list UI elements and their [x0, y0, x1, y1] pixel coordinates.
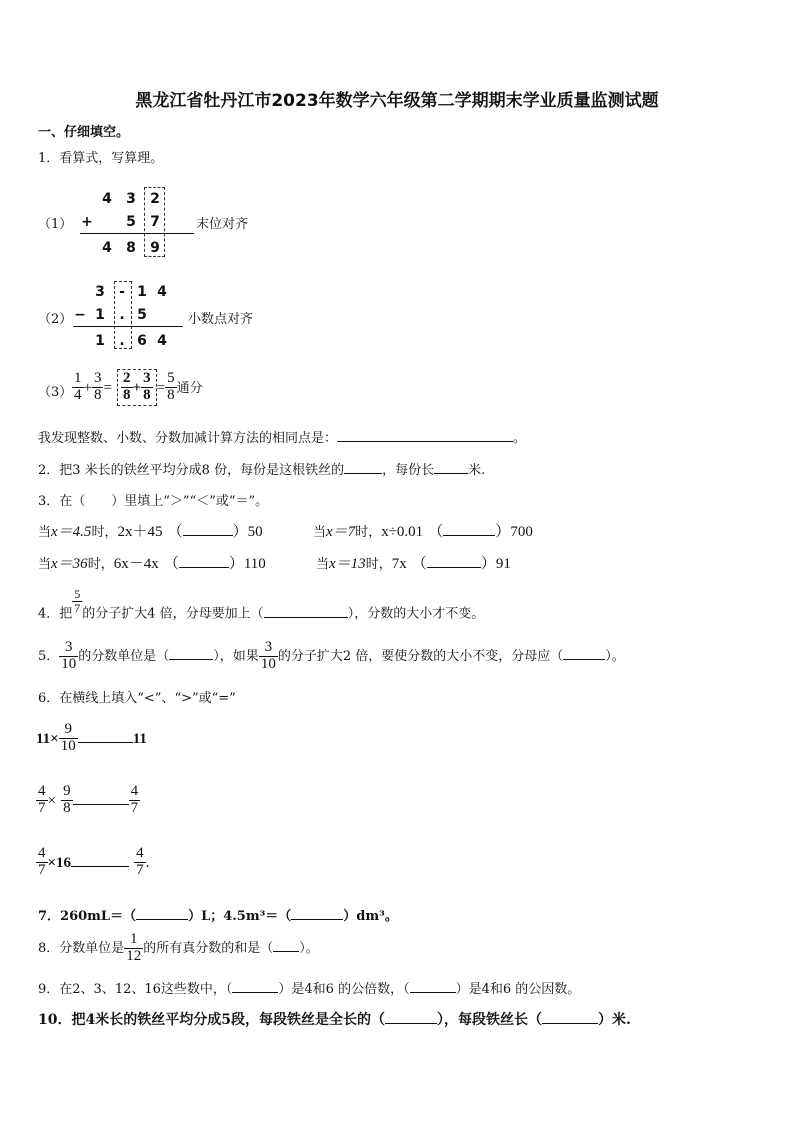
digit: 8 — [126, 240, 136, 256]
fraction: $\frac{2}{8}$ — [123, 370, 131, 403]
q5: 5． $\frac{3}{10}$ 的分数单位是（ ），如果 $\frac{3}{10}$ 的分子扩大2 倍，要使分数的大小不变，分母应（ ）。 — [38, 639, 625, 672]
q8: 8．分数单位是 $\frac{1}{12}$ 的所有真分数的和是（ ）。 — [38, 931, 319, 964]
answer-blank[interactable] — [563, 647, 605, 660]
q3-row1-right: 当x＝7时，x÷0.01 （ ）700 — [313, 524, 533, 540]
answer-blank[interactable] — [183, 523, 233, 536]
minus-sign: − — [74, 307, 86, 323]
dash-mark: - — [119, 284, 125, 300]
answer-blank[interactable] — [291, 907, 343, 920]
answer-blank[interactable] — [443, 523, 495, 536]
digit: 3 — [126, 191, 136, 207]
answer-blank[interactable] — [264, 605, 348, 618]
q1-p1-note: 末位对齐 — [196, 217, 249, 232]
page-title: 黑龙江省牡丹江市2023年数学六年级第二学期期末学业质量监测试题 — [135, 91, 659, 111]
q1-p1-label: （1） — [38, 217, 73, 232]
digit: 4 — [102, 240, 112, 256]
answer-blank[interactable] — [427, 555, 481, 568]
q6-expr3: $\frac{4}{7}$ ×16 $\frac{4}{7}$ . — [38, 845, 150, 878]
alignment-dashed-box — [114, 281, 132, 349]
fraction: $\frac{4}{7}$ — [136, 845, 144, 878]
digit: 1 — [95, 333, 105, 349]
q4: 4．把 $\frac{5}{7}$ 的分子扩大4 倍，分母要加上（ ），分数的大小才不变。 — [38, 587, 485, 622]
q3-stem: 3．在（ ）里填上“＞”“＜”或“＝”。 — [38, 494, 269, 509]
digit: 2 — [150, 191, 160, 207]
q7: 7．260mL＝（ ）L；4.5m³＝（ ）dm³。 — [38, 909, 398, 924]
digit: 5 — [137, 307, 147, 323]
digit: 4 — [102, 191, 112, 207]
q6-stem: 6．在横线上填入“<”、“>”或“=” — [38, 691, 236, 706]
digit: 4 — [157, 333, 167, 349]
digit: 5 — [126, 214, 136, 230]
fraction: $\frac{3}{10}$ — [260, 639, 276, 672]
q1-p2-note: 小数点对齐 — [188, 312, 254, 327]
sum-line — [80, 233, 194, 234]
fraction: $\frac{1}{12}$ — [126, 931, 142, 964]
answer-blank[interactable] — [273, 939, 299, 952]
q1-stem: 1．看算式，写算理。 — [38, 151, 164, 166]
answer-blank[interactable] — [344, 461, 382, 474]
q3-row1-left: 当x＝4.5时，2x＋45 （ ）50 — [38, 524, 263, 540]
q1-p2-label: （2） — [38, 312, 73, 327]
section-heading: 一、仔细填空。 — [38, 125, 130, 140]
digit: 7 — [150, 214, 160, 230]
answer-blank[interactable] — [232, 980, 278, 993]
fraction: $\frac{9}{8}$ — [63, 783, 71, 816]
q6-expr2: $\frac{4}{7}$ × $\frac{9}{8}$ $\frac{4}{7}$ — [38, 783, 139, 816]
q9: 9．在2、3、12、16这些数中，（ ）是4和6 的公倍数，（ ）是4和6 的公因数。 — [38, 982, 581, 997]
fraction: $\frac{3}{10}$ — [61, 639, 77, 672]
q6-expr1: 11× $\frac{9}{10}$ 11 — [36, 721, 147, 754]
answer-blank[interactable] — [434, 461, 468, 474]
digit: 1 — [95, 307, 105, 323]
answer-blank[interactable] — [169, 647, 213, 660]
answer-blank[interactable] — [410, 980, 456, 993]
fraction: $\frac{5}{7}$ — [74, 587, 81, 615]
fraction: $\frac{9}{10}$ — [60, 721, 76, 754]
plus-sign: + — [81, 214, 93, 230]
q3-row2-right: 当x＝13时，7x （ ）91 — [316, 556, 511, 572]
q1-p3-expression: $\frac{1}{4}$ + $\frac{3}{8}$ = $\frac{2}{8}$ + $\frac{3}{8}$ = $\frac{5}{8}$ 通分 — [72, 369, 203, 406]
q3-row2-left: 当x＝36时，6x－4x （ ）110 — [38, 556, 266, 572]
answer-blank[interactable] — [136, 907, 188, 920]
decimal-point: . — [119, 333, 125, 349]
digit: 1 — [137, 284, 147, 300]
answer-blank[interactable] — [71, 854, 129, 867]
answer-blank[interactable] — [179, 555, 229, 568]
alignment-dashed-box — [144, 187, 165, 257]
fraction: $\frac{3}{8}$ — [143, 370, 151, 403]
q1-p3-label: （3） — [38, 385, 73, 400]
answer-blank[interactable] — [385, 1011, 437, 1024]
answer-blank[interactable] — [78, 730, 133, 743]
digit: 6 — [137, 333, 147, 349]
answer-blank[interactable] — [542, 1011, 598, 1024]
answer-blank[interactable] — [337, 429, 513, 442]
fraction: $\frac{4}{7}$ — [38, 783, 46, 816]
common-denominator-box: $\frac{2}{8}$ + $\frac{3}{8}$ — [117, 369, 157, 406]
digit: 3 — [95, 284, 105, 300]
fraction: $\frac{4}{7}$ — [130, 783, 139, 816]
q10: 10．把4米长的铁丝平均分成5段，每段铁丝是全长的（ ），每段铁丝长（ ）米. — [38, 1012, 631, 1028]
fraction: $\frac{4}{7}$ — [38, 845, 46, 878]
digit: 4 — [157, 284, 167, 300]
fraction: $\frac{1}{4}$ — [74, 370, 82, 403]
answer-blank[interactable] — [73, 792, 129, 805]
fraction: $\frac{5}{8}$ — [167, 370, 175, 403]
q2: 2．把3 米长的铁丝平均分成8 份，每份是这根铁丝的 ，每份长 米. — [38, 463, 486, 478]
q1-conclusion: 我发现整数、小数、分数加减计算方法的相同点是： 。 — [38, 431, 527, 446]
fraction: $\frac{3}{8}$ — [93, 370, 102, 403]
digit: 9 — [150, 240, 160, 256]
decimal-point: . — [119, 307, 125, 323]
